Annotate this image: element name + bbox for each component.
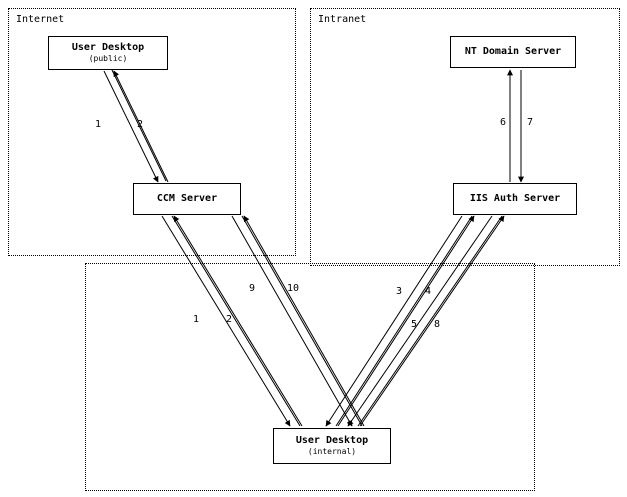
edge-label-6: 6 [500,117,507,128]
node-ccm-server[interactable] [133,183,241,215]
edge-label-3: 3 [396,286,403,297]
edge-label-9: 9 [249,283,256,294]
edge-label-7: 7 [527,117,534,128]
edge-label-4: 4 [425,286,432,297]
edge-label-1-internal: 1 [193,314,200,325]
node-nt-domain-server[interactable] [450,36,576,68]
node-user-desktop-public[interactable] [48,36,168,70]
node-subtitle: (internal) [307,447,357,456]
node-title: IIS Auth Server [469,193,561,204]
node-title: NT Domain Server [464,46,562,57]
edge-label-2-public: 2 [137,119,144,130]
edge-label-2-internal: 2 [226,314,233,325]
node-user-desktop-internal[interactable] [273,428,391,464]
zone-intranet-label: Intranet [318,14,367,25]
node-iis-auth-server[interactable] [453,183,577,215]
zone-internet-label: Internet [16,14,65,25]
edge-label-10: 10 [287,283,300,294]
node-subtitle: (public) [88,54,128,63]
edge-label-8: 8 [434,319,441,330]
edge-label-1-public: 1 [95,119,102,130]
node-title: CCM Server [156,193,218,204]
node-title: User Desktop [71,42,145,53]
edge-label-5: 5 [411,319,418,330]
node-title: User Desktop [295,435,369,446]
